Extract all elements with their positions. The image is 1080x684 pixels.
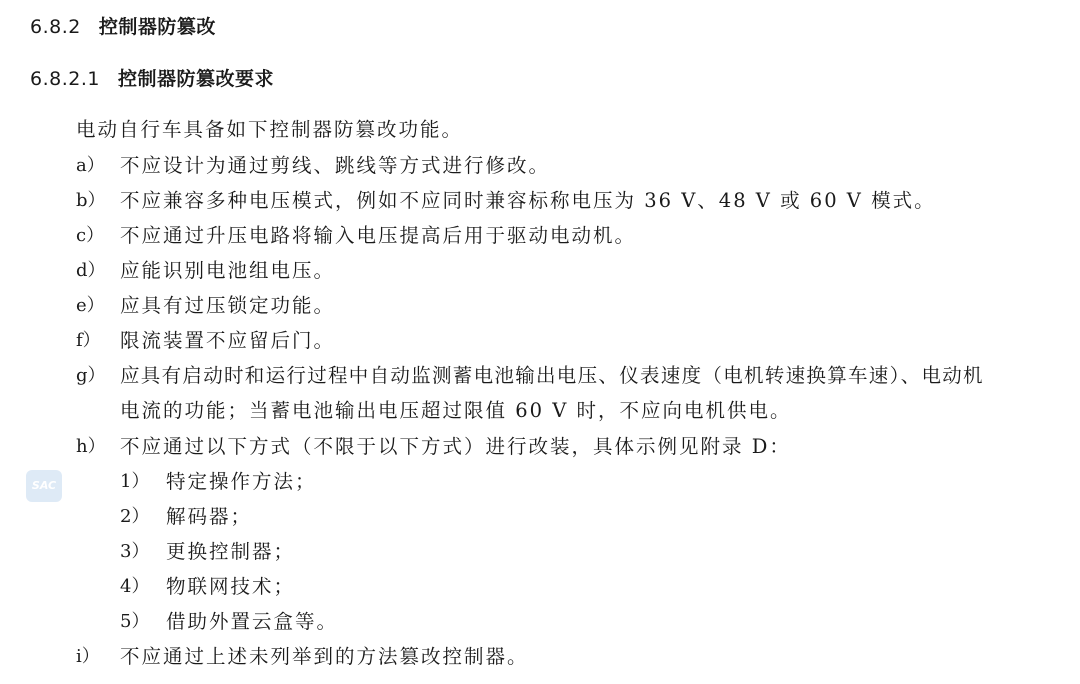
item-text-e: 应具有过压锁定功能。 xyxy=(120,294,336,317)
item-text-f: 限流装置不应留后门。 xyxy=(120,329,336,352)
subsection-heading xyxy=(30,64,274,91)
item-text-i: 不应通过上述未列举到的方法篡改控制器。 xyxy=(120,645,529,668)
item-text-b: 不应兼容多种电压模式，例如不应同时兼容标称电压为 36 V、48 V 或 60 V 模式。 xyxy=(120,189,936,212)
item-text-g: 应具有启动时和运行过程中自动监测蓄电池输出电压、仪表速度（电机转速换算车速）、电动机 xyxy=(120,364,984,387)
sub-item-label-1: 1） xyxy=(120,471,150,492)
sub-item-label-2: 2） xyxy=(120,506,150,527)
item-label-b: b） xyxy=(76,190,106,211)
sub-item-text-3: 更换控制器； xyxy=(166,540,296,563)
item-text-d: 应能识别电池组电压。 xyxy=(120,259,336,282)
item-label-a: a） xyxy=(76,155,105,176)
sub-item-label-3: 3） xyxy=(120,541,150,562)
sub-item-label-5: 5） xyxy=(120,611,150,632)
sub-item-text-1: 特定操作方法； xyxy=(166,470,317,493)
item-text-a: 不应设计为通过剪线、跳线等方式进行修改。 xyxy=(120,154,551,177)
section-title: 控制器防篡改 xyxy=(98,16,216,38)
item-label-c: c） xyxy=(76,225,105,246)
item-text-h: 不应通过以下方式（不限于以下方式）进行改装，具体示例见附录 D： xyxy=(120,435,791,458)
item-text-c: 不应通过升压电路将输入电压提高后用于驱动电动机。 xyxy=(120,224,637,247)
item-label-e: e） xyxy=(76,295,105,316)
sac-watermark-logo: SAC xyxy=(26,470,62,502)
section-number: 6.8.2 xyxy=(30,16,81,38)
item-label-g: g） xyxy=(76,365,106,386)
subsection-number: 6.8.2.1 xyxy=(30,68,100,90)
section-heading xyxy=(30,12,216,39)
item-label-d: d） xyxy=(76,260,106,281)
item-label-i: i） xyxy=(76,646,100,667)
sub-item-text-5: 借助外置云盒等。 xyxy=(166,610,339,633)
item-label-f: f） xyxy=(76,330,101,351)
intro-paragraph: 电动自行车具备如下控制器防篡改功能。 xyxy=(76,118,464,141)
sub-item-label-4: 4） xyxy=(120,576,150,597)
item-text-g-continued: 电流的功能；当蓄电池输出电压超过限值 60 V 时，不应向电机供电。 xyxy=(120,399,792,422)
sub-item-text-2: 解码器； xyxy=(166,505,253,528)
subsection-title: 控制器防篡改要求 xyxy=(117,68,274,90)
item-label-h: h） xyxy=(76,436,106,457)
sub-item-text-4: 物联网技术； xyxy=(166,575,296,598)
